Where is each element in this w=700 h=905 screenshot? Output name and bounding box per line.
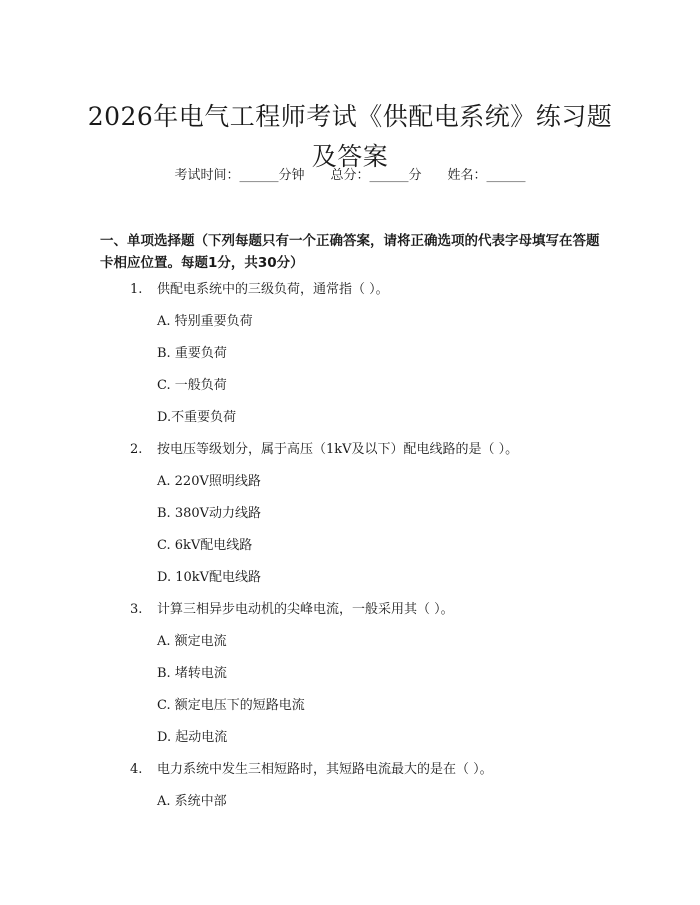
option-text: A. 特别重要负荷 — [157, 314, 253, 329]
question-number: 2. — [130, 442, 143, 457]
answer-option — [0, 568, 700, 588]
question-stem — [0, 600, 700, 620]
question-stem — [0, 280, 700, 300]
question-number: 3. — [130, 602, 143, 617]
section-heading: 一、单项选择题（下列每题只有一个正确答案，请将正确选项的代表字母填写在答题卡相应位置。每题1分，共30分） — [100, 233, 600, 271]
option-text: C. 6kV配电线路 — [157, 538, 253, 553]
answer-option — [0, 632, 700, 652]
answer-option — [0, 472, 700, 492]
option-text: A. 系统中部 — [157, 794, 227, 809]
question-text: 电力系统中发生三相短路时，其短路电流最大的是在（ ）。 — [157, 762, 493, 777]
option-text: C. 额定电压下的短路电流 — [157, 698, 305, 713]
total-score-field: 总分：______分 — [330, 168, 422, 183]
question-stem — [0, 440, 700, 460]
answer-option — [0, 536, 700, 556]
option-text: B. 380V动力线路 — [157, 506, 262, 521]
answer-option — [0, 792, 700, 812]
question-text: 按电压等级划分，属于高压（1kV及以下）配电线路的是（ ）。 — [157, 442, 519, 457]
option-text: B. 重要负荷 — [157, 346, 227, 361]
option-text: C. 一般负荷 — [157, 378, 227, 393]
option-text: A. 220V照明线路 — [157, 474, 261, 489]
answer-option — [0, 728, 700, 748]
option-text: A. 额定电流 — [157, 634, 227, 649]
question-stem — [0, 760, 700, 780]
answer-option — [0, 696, 700, 716]
answer-option — [0, 408, 700, 428]
answer-option — [0, 376, 700, 396]
document-title: 2026年电气工程师考试《供配电系统》练习题及答案 — [87, 101, 613, 171]
question-number: 1. — [130, 282, 143, 297]
option-text: D. 起动电流 — [157, 730, 228, 745]
option-text: D. 10kV配电线路 — [157, 570, 262, 585]
exam-time-field: 考试时间：______分钟 — [174, 168, 305, 183]
answer-option — [0, 504, 700, 524]
option-text: B. 堵转电流 — [157, 666, 227, 681]
question-text: 供配电系统中的三级负荷，通常指（ ）。 — [157, 282, 389, 297]
option-text: D.不重要负荷 — [157, 410, 237, 425]
answer-option — [0, 344, 700, 364]
exam-info-line — [0, 166, 700, 186]
question-text: 计算三相异步电动机的尖峰电流，一般采用其（ ）。 — [157, 602, 454, 617]
answer-option — [0, 312, 700, 332]
answer-option — [0, 664, 700, 684]
question-number: 4. — [130, 762, 143, 777]
name-field: 姓名：______ — [447, 168, 526, 183]
